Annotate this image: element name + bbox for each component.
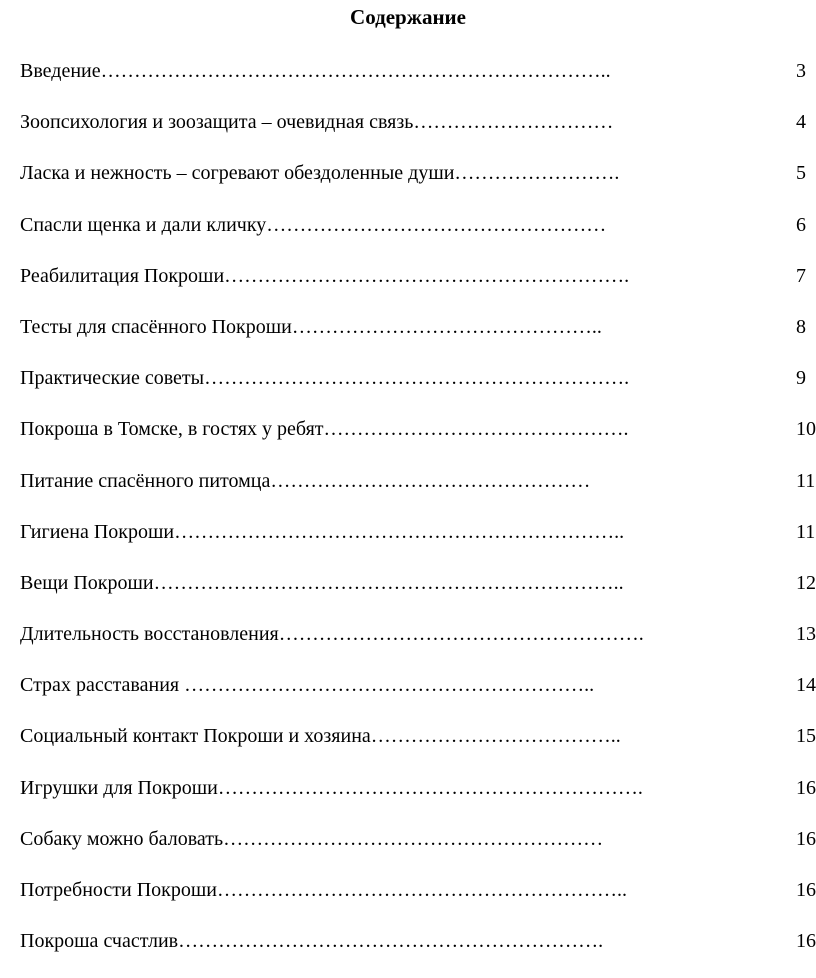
toc-entry-page-number: 12 xyxy=(796,571,816,594)
toc-entry xyxy=(0,569,816,620)
toc-entry-title: Игрушки для Покроши………………………………………………………. xyxy=(20,776,643,799)
toc-entry-title: Длительность восстановления………………………………………………. xyxy=(20,623,644,646)
toc-entry-title: Покроша в Томске, в гостях у ребят………………………………………. xyxy=(20,418,629,441)
toc-entry-title: Вещи Покроши…………………………………………………………….. xyxy=(20,571,624,594)
toc-entry-page-number: 3 xyxy=(796,60,806,82)
toc-entry-page-number: 14 xyxy=(796,674,816,697)
toc-entry-page-number: 13 xyxy=(796,623,816,646)
toc-entry-page-number: 16 xyxy=(796,879,816,901)
toc-entry-page-number: 8 xyxy=(796,315,806,338)
toc-entry-page-number: 11 xyxy=(796,520,816,543)
toc-entry xyxy=(0,876,816,927)
toc-entry-page-number: 10 xyxy=(796,418,816,441)
toc-entry-page-number: 15 xyxy=(796,725,816,748)
toc-entry-title: Гигиена Покроши………………………………………………………….. xyxy=(20,520,625,543)
table-of-contents xyxy=(0,57,816,978)
toc-entry-title: Ласка и нежность – согревают обездоленные души……………………. xyxy=(20,162,620,185)
toc-entry-title: Введение………………………………………………………………….. xyxy=(20,60,611,82)
toc-entry-page-number: 4 xyxy=(796,111,806,134)
toc-entry xyxy=(0,671,816,722)
toc-entry-title: Тесты для спасённого Покроши……………………………………….. xyxy=(20,315,602,338)
toc-entry-page-number: 7 xyxy=(796,264,806,287)
toc-entry xyxy=(0,620,816,671)
toc-entry-title: Спасли щенка и дали кличку…………………………………………… xyxy=(20,213,607,236)
toc-entry xyxy=(0,108,816,159)
toc-entry-title: Покроша счастлив………………………………………………………. xyxy=(20,930,604,953)
toc-entry-page-number: 6 xyxy=(796,213,806,236)
toc-entry xyxy=(0,415,816,466)
toc-entry-page-number: 16 xyxy=(796,827,816,850)
toc-entry xyxy=(0,518,816,569)
toc-entry-page-number: 11 xyxy=(796,469,816,492)
toc-entry xyxy=(0,722,816,773)
toc-entry xyxy=(0,57,816,108)
toc-entry-title: Потребности Покроши…………………………………………………….. xyxy=(20,879,628,901)
toc-entry-title: Социальный контакт Покроши и хозяина……………………………….. xyxy=(20,725,621,748)
toc-entry xyxy=(0,313,816,364)
toc-entry xyxy=(0,774,816,825)
toc-entry-page-number: 9 xyxy=(796,367,806,390)
toc-title: Содержание xyxy=(350,5,466,29)
toc-entry xyxy=(0,211,816,262)
toc-entry-page-number: 16 xyxy=(796,776,816,799)
toc-entry xyxy=(0,825,816,876)
toc-entry-page-number: 16 xyxy=(796,930,816,953)
toc-entry xyxy=(0,364,816,415)
toc-entry-title: Реабилитация Покроши……………………………………………………. xyxy=(20,264,630,287)
toc-entry xyxy=(0,262,816,313)
toc-entry-title: Практические советы………………………………………………………. xyxy=(20,367,630,390)
toc-entry-title: Зоопсихология и зоозащита – очевидная связь………………………… xyxy=(20,111,614,134)
toc-entry-page-number: 5 xyxy=(796,162,806,185)
toc-entry-title: Питание спасённого питомца………………………………………… xyxy=(20,469,591,492)
toc-entry xyxy=(0,159,816,210)
toc-entry-title: Собаку можно баловать………………………………………………… xyxy=(20,827,604,850)
toc-entry xyxy=(0,467,816,518)
toc-entry-title: Страх расставания …………………………………………………….. xyxy=(20,674,595,697)
